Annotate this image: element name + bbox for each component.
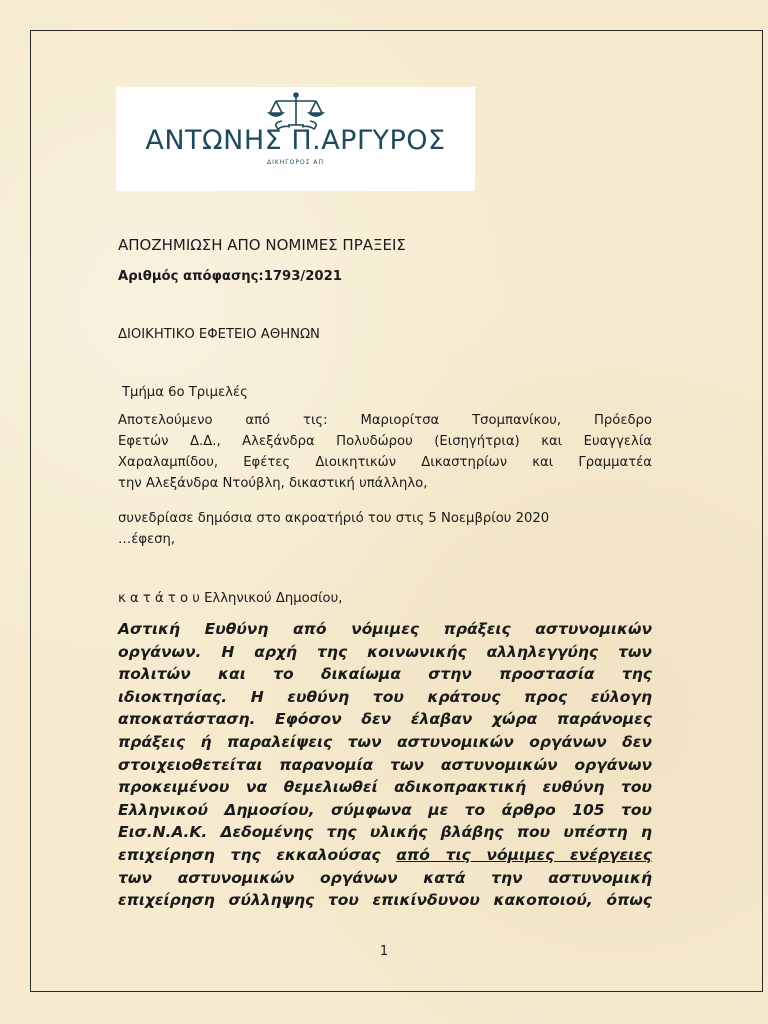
summary-line: Εισ.Ν.Α.Κ. Δεδομένης της υλικής βλάβης που υπέστη η <box>118 823 652 842</box>
summary-line: των αστυνομικών οργάνων κατά την αστυνομική <box>118 868 652 887</box>
summary-line: Ελληνικού Δημοσίου, σύμφωνα με το άρθρο 105 του <box>118 800 652 819</box>
summary-line: πολιτών και το δικαίωμα στην προστασία της <box>118 665 652 684</box>
session-line: συνεδρίασε δημόσια στο ακροατήριό του στις 5 Νοεμβρίου 2020 <box>118 511 550 526</box>
logo-subtitle: ΔΙΚΗΓΟΡΟΣ ΑΠ <box>266 159 325 166</box>
summary-text: επιχείρηση της εκκαλούσας <box>118 845 397 864</box>
court-name: ΔΙΟΙΚΗΤΙΚΟ ΕΦΕΤΕΙΟ ΑΘΗΝΩΝ <box>118 327 320 342</box>
chamber-name: Τμήμα 6ο Τριμελές <box>122 385 248 400</box>
case-summary <box>118 618 652 912</box>
summary-line: αποκατάσταση. Εφόσον δεν έλαβαν χώρα παράνομες <box>118 710 652 729</box>
underlined-phrase: από τις νόμιμες ενέργειες <box>396 845 652 864</box>
summary-line: προκειμένου να θεμελιωθεί αδικοπρακτική ευθύνη του <box>118 778 652 797</box>
composition-line: την Αλεξάνδρα Ντούβλη, δικαστική υπάλληλο, <box>118 476 428 491</box>
composition-paragraph <box>118 410 652 494</box>
session-line: …έφεση, <box>118 532 176 547</box>
summary-line <box>118 844 652 867</box>
summary-line: ιδιοκτησίας. Η ευθύνη του κράτους προς εύλογη <box>118 687 652 706</box>
summary-line: οργάνων. Η αρχή της κοινωνικής αλληλεγγύης των <box>118 642 652 661</box>
summary-line: πράξεις ή παραλείψεις των αστυνομικών οργάνων δεν <box>118 732 652 751</box>
summary-line: επιχείρηση σύλληψης του επικίνδυνου κακοποιού, όπως <box>118 891 652 910</box>
composition-line: Εφετών Δ.Δ., Αλεξάνδρα Πολυδώρου (Εισηγήτρια) και Ευαγγελία <box>118 434 652 449</box>
session-paragraph <box>118 508 549 550</box>
summary-line: στοιχειοθετείται παρανομία των αστυνομικών οργάνων <box>118 755 652 774</box>
law-office-logo <box>116 87 475 191</box>
composition-line: Χαραλαμπίδου, Εφέτες Διοικητικών Δικαστηρίων και Γραμματέα <box>118 455 652 470</box>
composition-line: Αποτελούμενο από τις: Μαριορίτσα Τσομπανίκου, Πρόεδρο <box>118 413 652 428</box>
page-number: 1 <box>379 944 389 959</box>
summary-line: Αστική Ευθύνη από νόμιμες πράξεις αστυνομικών <box>118 620 652 638</box>
against-party: κ α τ ά τ ο υ Ελληνικού Δημοσίου, <box>118 591 343 606</box>
document-heading: ΑΠΟΖΗΜΙΩΣΗ ΑΠΟ ΝΟΜΙΜΕΣ ΠΡΑΞΕΙΣ <box>118 236 406 254</box>
decision-number: Αριθμός απόφασης:1793/2021 <box>118 269 342 284</box>
logo-name: ΑΝΤΩΝΗΣ Π.ΑΡΓΥΡΟΣ <box>145 125 446 156</box>
